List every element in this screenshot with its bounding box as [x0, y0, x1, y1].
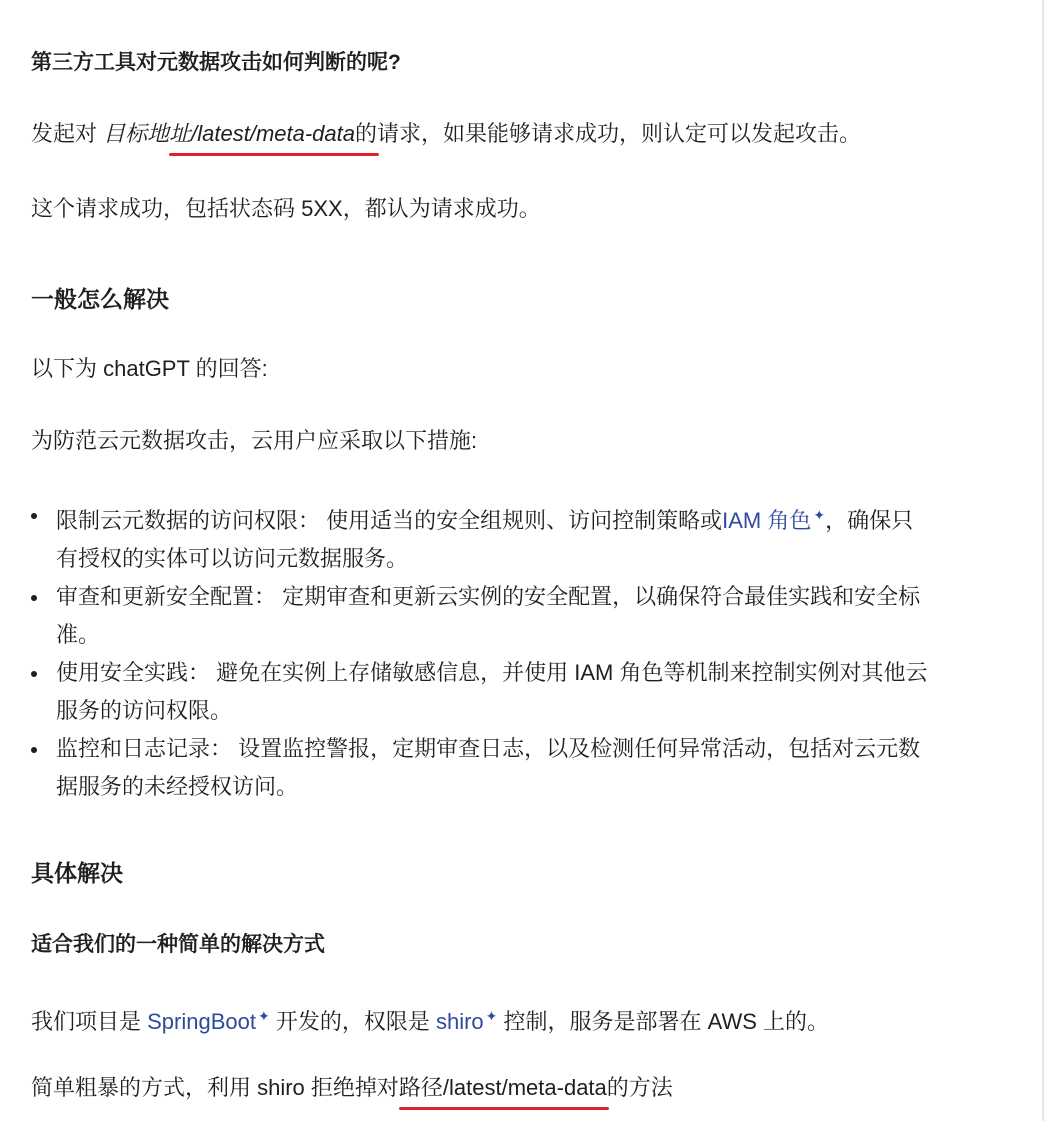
measures-list: [31, 496, 1001, 806]
attack-p1-suffix: 请求，如果能够请求成功，则认定可以发起攻击。: [377, 121, 862, 146]
list-item: [31, 496, 1001, 578]
attack-question-heading: 第三方工具对元数据攻击如何判断的呢?: [31, 51, 401, 74]
measure-2-line1: 审查和更新安全配置： 定期审查和更新云实例的安全配置，以确保符合最佳实践和安全标: [56, 584, 921, 609]
bullet-dot: [31, 595, 37, 601]
sparkle-icon: ✦: [257, 1008, 270, 1024]
measure-4-line1: 监控和日志记录： 设置监控警报，定期审查日志，以及检测任何异常活动，包括对云元数: [56, 736, 921, 761]
sparkle-icon: ✦: [813, 507, 826, 523]
list-item: [31, 578, 1001, 654]
measure-3-line2: 服务的访问权限。: [56, 698, 233, 723]
bullet-dot: [31, 671, 37, 677]
iam-role-link[interactable]: IAM 角色: [722, 508, 812, 533]
project-p-mid: 开发的，权限是: [269, 1009, 436, 1034]
method-paragraph: [31, 1072, 673, 1104]
attack-p1-italic-a: 目标地: [103, 121, 170, 146]
method-p-prefix: 简单粗暴的方式，利用 shiro 拒绝掉对: [31, 1075, 399, 1100]
general-solution-heading: 一般怎么解决: [31, 286, 169, 312]
bullet-dot: [31, 747, 37, 753]
shiro-link[interactable]: shiro: [435, 1009, 484, 1034]
specific-solution-heading: 具体解决: [31, 860, 123, 886]
attack-paragraph-2: 这个请求成功，包括状态码 5XX，都认为请求成功。: [31, 196, 541, 221]
list-item: [31, 730, 1001, 806]
measure-2-line2: 准。: [56, 622, 101, 647]
measure-4-line2: 据服务的未经授权访问。: [56, 774, 299, 799]
attack-p1-prefix: 发起对: [31, 121, 104, 146]
method-p-suffix: 的方法: [606, 1075, 673, 1100]
attack-paragraph-1: [31, 118, 861, 150]
list-item: [31, 654, 1001, 730]
simple-solution-subheading: 适合我们的一种简单的解决方式: [31, 933, 325, 956]
project-p-prefix: 我们项目是: [31, 1009, 148, 1034]
bullet-dot: [31, 513, 37, 519]
project-p-suffix: 控制，服务是部署在 AWS 上的。: [497, 1009, 830, 1034]
general-intro: 以下为 chatGPT 的回答:: [31, 356, 268, 381]
measure-3-line1: 使用安全实践： 避免在实例上存储敏感信息，并使用 IAM 角色等机制来控制实例对其他云: [56, 660, 928, 685]
project-paragraph: [31, 1000, 829, 1038]
attack-p1-underlined-char: 的: [355, 118, 377, 150]
general-lead: 为防范云元数据攻击，云用户应采取以下措施:: [31, 428, 478, 453]
sparkle-icon: ✦: [485, 1008, 498, 1024]
attack-p1-italic-underlined: 址/latest/meta-data: [169, 118, 355, 150]
springboot-link[interactable]: SpringBoot: [147, 1009, 256, 1034]
measure-1-line2: 有授权的实体可以访问元数据服务。: [56, 546, 409, 571]
method-p-underlined-path: 路径/latest/meta-data: [399, 1072, 607, 1104]
measure-1-text: 限制云元数据的访问权限： 使用适当的安全组规则、访问控制策略或: [56, 508, 723, 533]
page-right-border: [1042, 0, 1044, 1121]
measure-1-text-after: ，确保只: [825, 508, 914, 533]
